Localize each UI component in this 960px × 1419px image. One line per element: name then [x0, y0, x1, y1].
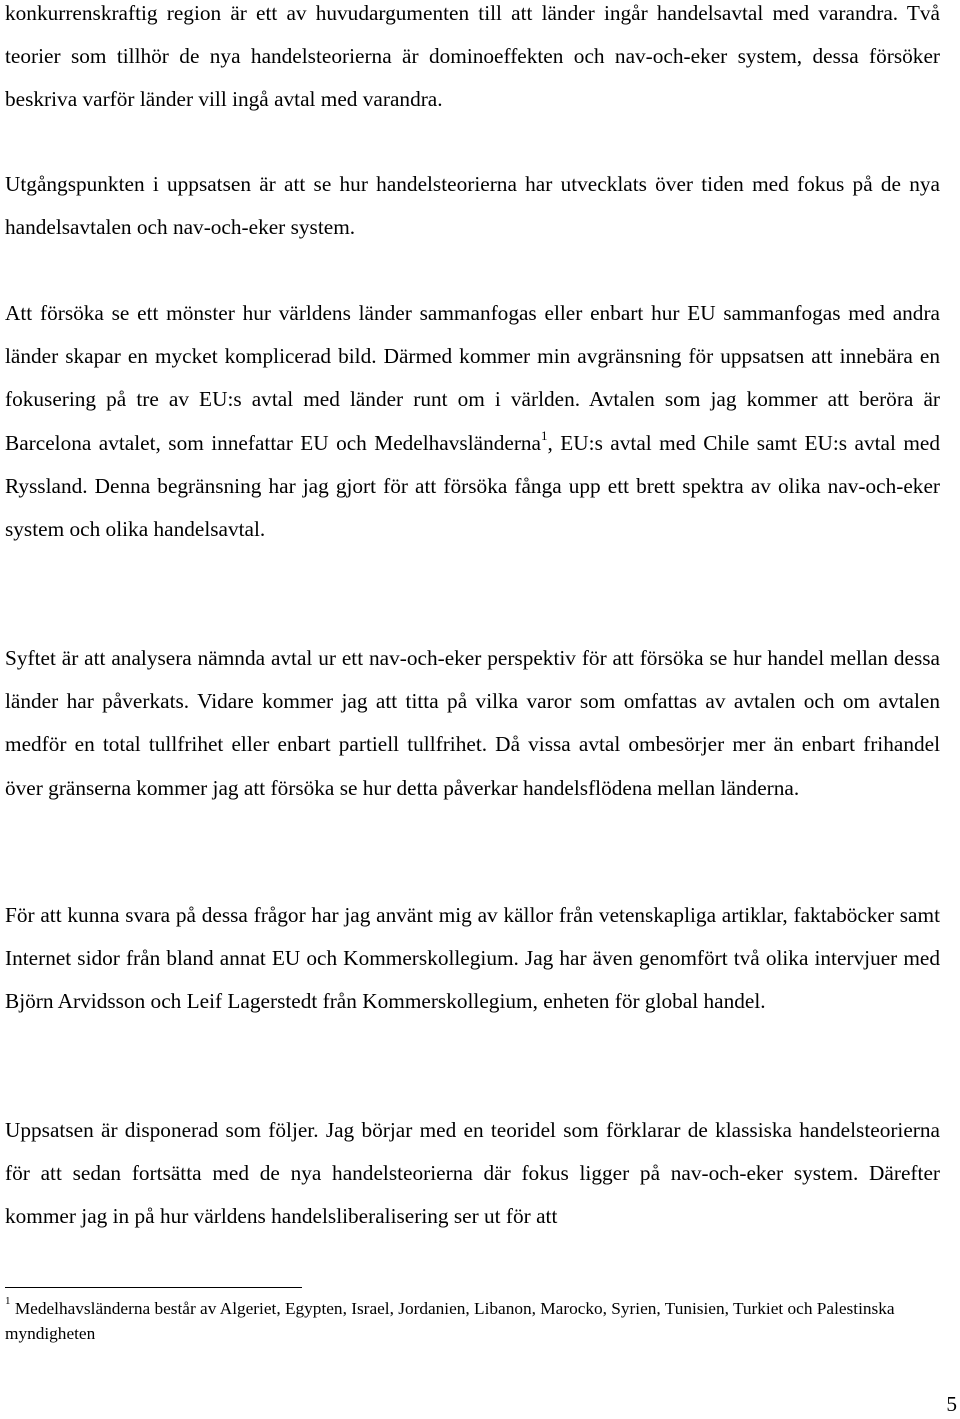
footnote-reference: 1	[541, 427, 548, 443]
paragraph-intro-continuation: konkurrenskraftig region är ett av huvudargumenten till att länder ingår handelsavtal med varandra. Två teorier som tillhör de nya handelsteorierna är dominoeffekten och nav-och-eker system, dessa försöker beskriva varför länder vill ingå avtal med varandra.	[5, 1, 940, 112]
footnote	[5, 1296, 950, 1346]
footnote-text: Medelhavsländerna består av Algeriet, Egypten, Israel, Jordanien, Libanon, Marocko, Syrien, Tunisien, Turkiet och Palestinska myndigheten	[5, 1299, 895, 1343]
paragraph-delimitation	[5, 292, 940, 551]
paragraph-purpose: Syftet är att analysera nämnda avtal ur ett nav-och-eker perspektiv för att försöka se hur handel mellan dessa länder har påverkats. Vidare kommer jag att titta på vilka varor som omfattas av avtalen och om avtalen medför en total tullfrihet eller enbart partiell tullfrihet. Då vissa avtal ombesörjer mer än enbart frihandel över gränserna kommer jag att försöka se hur detta påverkar handelsflödena mellan länderna.	[5, 646, 940, 800]
paragraph-delimitation-text-2: , EU:s avtal med Chile samt EU:s avtal med Ryssland. Denna begränsning har jag gjort för att försöka fånga upp ett brett spektra av olika nav-och-eker system och olika handelsavtal.	[5, 430, 940, 542]
footnote-divider	[5, 1287, 302, 1288]
paragraph-disposition: Uppsatsen är disponerad som följer. Jag börjar med en teoridel som förklarar de klassiska handelsteorierna för att sedan fortsätta med de nya handelsteorierna där fokus ligger på nav-och-eker system. Därefter kommer jag in på hur världens handelsliberalisering ser ut för att	[5, 1118, 940, 1229]
paragraph-starting-point: Utgångspunkten i uppsatsen är att se hur handelsteorierna har utvecklats över tiden med fokus på de nya handelsavtalen och nav-och-eker system.	[5, 172, 940, 240]
paragraph-delimitation-text-1: Att försöka se ett mönster hur världens länder sammanfogas eller enbart hur EU sammanfogas med andra länder skapar en mycket komplicerad bild. Därmed kommer min avgränsning för uppsatsen att innebära en fokusering på tre av EU:s avtal med länder runt om i världen. Avtalen som jag kommer att beröra är Barcelona avtalet, som innefattar EU och Medelhavsländerna	[5, 301, 940, 455]
page-number: 5	[946, 1392, 957, 1416]
footnote-number: 1	[5, 1295, 11, 1308]
paragraph-method: För att kunna svara på dessa frågor har jag använt mig av källor från vetenskapliga artiklar, faktaböcker samt Internet sidor från bland annat EU och Kommerskollegium. Jag har även genomfört två olika intervjuer med Björn Arvidsson och Leif Lagerstedt från Kommerskollegium, enheten för global handel.	[5, 903, 940, 1014]
